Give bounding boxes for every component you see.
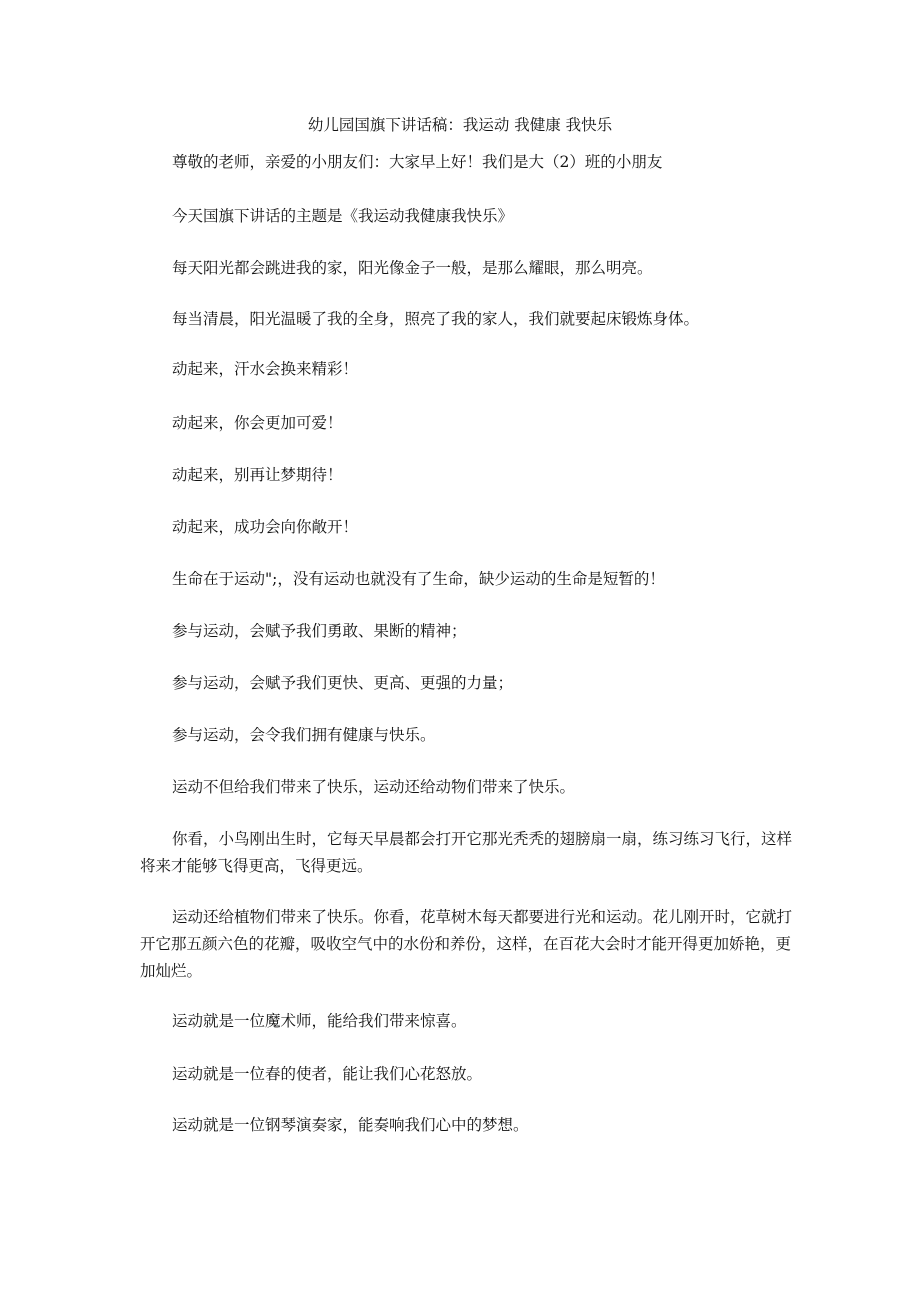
paragraph: 运动就是一位钢琴演奏家，能奏响我们心中的梦想。 [172,1116,529,1134]
paragraph: 动起来，汗水会换来精彩！ [172,360,359,378]
paragraph: 运动不但给我们带来了快乐，运动还给动物们带来了快乐。 [172,778,576,796]
paragraph: 运动就是一位魔术师，能给我们带来惊喜。 [172,1012,467,1030]
paragraph: 动起来，成功会向你敞开！ [172,518,359,536]
paragraph: 参与运动，会赋予我们勇敢、果断的精神； [172,622,467,640]
paragraph: 运动还给植物们带来了快乐。你看，花草树木每天都要进行光和运动。花儿刚开时，它就打开它那五颜六色的花瓣，吸收空气中的水份和养份，这样，在百花大会时才能开得更加娇艳，更加灿烂。 [140,908,793,980]
document-title: 幼儿园国旗下讲话稿：我运动 我健康 我快乐 [307,116,613,134]
paragraph: 参与运动，会赋予我们更快、更高、更强的力量； [172,674,514,692]
paragraph: 运动就是一位春的使者，能让我们心花怒放。 [172,1065,483,1083]
paragraph: 每天阳光都会跳进我的家，阳光像金子一般，是那么耀眼，那么明亮。 [172,259,653,277]
paragraph: 你看，小鸟刚出生时，它每天早晨都会打开它那光秃秃的翅膀扇一扇，练习练习飞行，这样将来才能够飞得更高，飞得更远。 [140,830,793,875]
paragraph: 每当清晨，阳光温暖了我的全身，照亮了我的家人，我们就要起床锻炼身体。 [172,310,700,328]
paragraph: 动起来，别再让梦期待！ [172,466,343,484]
paragraph: 动起来，你会更加可爱！ [172,414,343,432]
paragraph: 尊敬的老师，亲爱的小朋友们：大家早上好！我们是大（2）班的小朋友 [172,153,663,171]
paragraph: 参与运动，会令我们拥有健康与快乐。 [172,726,436,744]
paragraph: 今天国旗下讲话的主题是《我运动我健康我快乐》 [172,207,514,225]
paragraph: 生命在于运动";，没有运动也就没有了生命，缺少运动的生命是短暂的！ [172,570,665,588]
